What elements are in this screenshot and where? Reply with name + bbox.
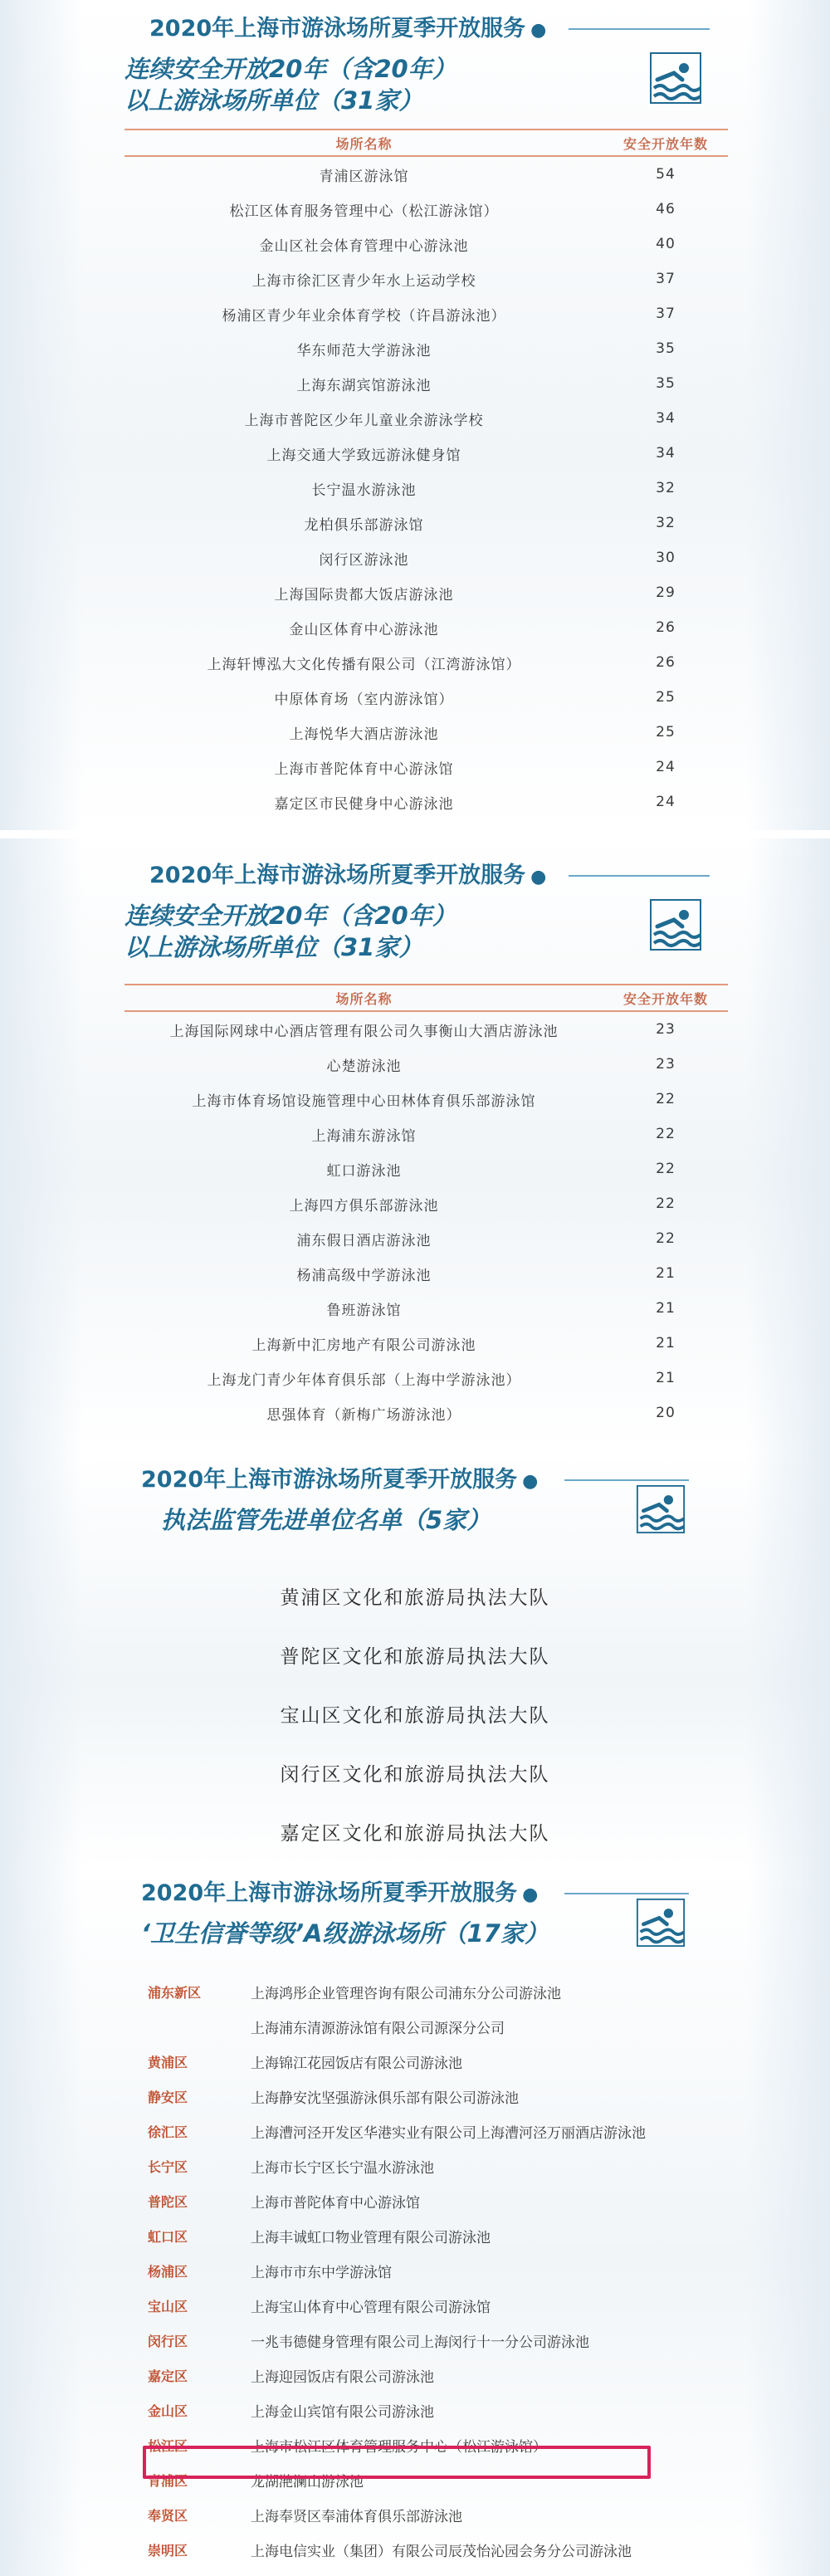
table-row (124, 540, 728, 575)
venue-name: 杨浦高级中学游泳池 (296, 1267, 432, 1284)
venue-name: 虹口游泳池 (326, 1162, 402, 1180)
table-row (124, 471, 728, 506)
table-row (124, 1117, 728, 1151)
table-row (124, 1361, 728, 1396)
list-item (124, 2044, 722, 2079)
law-enforcement-unit: 黄浦区文化和旅游局执法大队 (280, 1587, 550, 1609)
table-row (124, 1291, 728, 1326)
safe-years: 34 (656, 410, 676, 427)
table-row (124, 262, 728, 296)
table-row (124, 1047, 728, 1082)
table-row (124, 680, 728, 715)
district-label: 奉贤区 (148, 2507, 188, 2524)
safe-years: 22 (656, 1161, 676, 1177)
venue-name: 金山区体育中心游泳池 (289, 621, 439, 638)
table-row (124, 157, 728, 192)
venue-name: 龙湖滟澜山游泳池 (251, 2473, 364, 2490)
bullet-dot-icon: ● (522, 1471, 539, 1492)
district-label: 杨浦区 (148, 2263, 188, 2280)
table-row (124, 750, 728, 785)
safe-years: 46 (656, 201, 676, 218)
district-label: 崇明区 (148, 2542, 188, 2559)
venue-name: 上海漕河泾开发区华港实业有限公司上海漕河泾万丽酒店游泳池 (251, 2124, 646, 2142)
table-row (124, 1221, 728, 1256)
table-row (124, 506, 728, 540)
header-venue-name: 场所名称 (335, 990, 393, 1007)
law-enforcement-unit: 宝山区文化和旅游局执法大队 (280, 1705, 550, 1727)
venue-name: 上海市普陀区少年儿童业余游泳学校 (244, 412, 484, 429)
section-title-1 (124, 15, 706, 116)
district-label: 静安区 (148, 2089, 188, 2105)
table-body (124, 157, 728, 819)
venue-name: 上海市普陀体育中心游泳馆 (274, 760, 454, 778)
safe-years: 26 (656, 654, 676, 671)
safe-years: 30 (656, 550, 676, 566)
venue-name: 龙柏俱乐部游泳馆 (304, 516, 424, 534)
safe-years: 22 (656, 1230, 676, 1247)
table-row (124, 227, 728, 262)
venue-name: 金山区社会体育管理中心游泳池 (259, 237, 469, 255)
district-label: 闵行区 (148, 2333, 188, 2349)
venue-table-2 (124, 984, 728, 1430)
table-row (124, 575, 728, 610)
list-item (124, 2009, 722, 2044)
table-row (124, 436, 728, 471)
safe-years: 22 (656, 1126, 676, 1142)
table-header (124, 984, 728, 1012)
section-panel-law (0, 1453, 830, 1868)
table-row (124, 1012, 728, 1047)
safe-years: 22 (656, 1195, 676, 1212)
table-row (124, 366, 728, 401)
title-rule (564, 1893, 689, 1894)
venue-name: 上海市体育场馆设施管理中心田林体育俱乐部游泳馆 (192, 1092, 536, 1110)
district-label: 普陀区 (148, 2193, 188, 2210)
venue-name: 上海电信实业（集团）有限公司辰茂怡沁园会务分公司游泳池 (251, 2543, 632, 2560)
list-item (124, 2323, 722, 2358)
title-line2b: 以上游泳场所单位（31家） (124, 86, 423, 115)
bullet-dot-icon: ● (522, 1884, 539, 1905)
section-panel-2 (0, 838, 830, 1453)
title-line2a: 连续安全开放20年（含20年） (124, 902, 456, 930)
safe-years: 23 (656, 1021, 676, 1038)
venue-name: 杨浦区青少年业余体育学校（许昌游泳池） (222, 307, 506, 325)
list-item (124, 2183, 722, 2218)
district-label: 黄浦区 (148, 2054, 188, 2070)
venue-name: 上海市普陀体育中心游泳馆 (251, 2194, 420, 2212)
table-row (124, 1151, 728, 1186)
district-label: 长宁区 (148, 2158, 188, 2175)
district-label: 青浦区 (148, 2472, 188, 2489)
list-item (124, 2218, 722, 2253)
district-label: 宝山区 (148, 2298, 188, 2314)
list-item (124, 2358, 722, 2393)
safe-years: 29 (656, 584, 676, 601)
header-safe-years: 安全开放年数 (622, 135, 708, 152)
list-item (124, 2393, 722, 2427)
safe-years: 35 (656, 375, 676, 392)
table-row (124, 296, 728, 331)
table-row (124, 192, 728, 227)
venue-name: 青浦区游泳馆 (319, 168, 409, 185)
table-row (124, 645, 728, 680)
venue-name: 上海国际网球中心酒店管理有限公司久事衡山大酒店游泳池 (169, 1023, 559, 1040)
table-header (124, 129, 728, 157)
venue-name: 松江区体育服务管理中心（松江游泳馆） (229, 203, 499, 220)
law-enforcement-unit: 闵行区文化和旅游局执法大队 (280, 1764, 550, 1786)
venue-name: 上海国际贵都大饭店游泳池 (274, 586, 454, 604)
venue-name: 上海宝山体育中心管理有限公司游泳馆 (251, 2299, 491, 2316)
venue-name: 鲁班游泳馆 (326, 1302, 402, 1319)
list-item (124, 2288, 722, 2323)
venue-name: 闵行区游泳池 (319, 551, 409, 569)
header-safe-years: 安全开放年数 (622, 990, 708, 1007)
venue-name: 上海鸿彤企业管理咨询有限公司浦东分公司游泳池 (251, 1985, 561, 2002)
list-item (124, 2253, 722, 2288)
safe-years: 32 (656, 480, 676, 496)
bullet-dot-icon: ● (530, 20, 547, 41)
list-item (124, 2497, 722, 2532)
safe-years: 21 (656, 1300, 676, 1317)
safe-years: 32 (656, 515, 676, 531)
safe-years: 24 (656, 759, 676, 775)
title-line1: 2020年上海市游泳场所夏季开放服务 (149, 16, 526, 42)
list-item (124, 2148, 722, 2183)
list-item (124, 2079, 722, 2114)
table-row (124, 1326, 728, 1361)
title-rule (569, 875, 710, 877)
venue-name: 上海锦江花园饭店有限公司游泳池 (251, 2055, 462, 2072)
law-enforcement-unit: 嘉定区文化和旅游局执法大队 (280, 1823, 550, 1845)
header-venue-name: 场所名称 (335, 135, 393, 152)
venue-name: 上海市市东中学游泳馆 (251, 2264, 392, 2281)
venue-name: 一兆韦德健身管理有限公司上海闵行十一分公司游泳池 (251, 2334, 589, 2351)
safe-years: 37 (656, 271, 676, 287)
venue-name: 浦东假日酒店游泳池 (296, 1232, 432, 1249)
venue-name: 思强体育（新梅广场游泳池） (266, 1406, 461, 1424)
law-enforcement-list (0, 1569, 830, 1864)
safe-years: 35 (656, 340, 676, 357)
venue-name: 上海浦东清源游泳馆有限公司源深分公司 (251, 2020, 505, 2037)
safe-years: 20 (656, 1405, 676, 1421)
venue-name: 上海静安沈坚强游泳俱乐部有限公司游泳池 (251, 2090, 519, 2107)
table-body (124, 1012, 728, 1430)
table-row (124, 785, 728, 819)
bullet-dot-icon: ● (530, 867, 547, 887)
venue-name: 上海交通大学致远游泳健身馆 (266, 447, 461, 464)
highlight-box (143, 2446, 651, 2479)
district-label: 徐汇区 (148, 2124, 188, 2140)
venue-name: 上海市长宁区长宁温水游泳池 (251, 2159, 434, 2177)
title-rule (569, 28, 710, 30)
swimmer-wave-icon (649, 51, 702, 105)
safe-years: 21 (656, 1335, 676, 1352)
district-label: 浦东新区 (148, 1984, 202, 2001)
district-label: 虹口区 (148, 2228, 188, 2245)
table-row (124, 1186, 728, 1221)
section-title-law (141, 1466, 722, 1536)
venue-name: 上海悦华大酒店游泳池 (289, 726, 439, 743)
safe-years: 22 (656, 1091, 676, 1107)
venue-name: 上海市徐汇区青少年水上运动学校 (251, 272, 476, 290)
table-row (124, 1396, 728, 1430)
title-line2b: 以上游泳场所单位（31家） (124, 933, 423, 961)
section-title-2 (124, 862, 706, 963)
law-enforcement-unit: 普陀区文化和旅游局执法大队 (280, 1646, 550, 1668)
venue-name: 上海奉贤区奉浦体育俱乐部游泳池 (251, 2508, 462, 2525)
venue-name: 上海龙门青少年体育俱乐部（上海中学游泳池） (207, 1371, 521, 1389)
swimmer-wave-icon (636, 1898, 686, 1948)
swimmer-wave-icon (649, 898, 702, 951)
venue-name: 上海四方俱乐部游泳池 (289, 1197, 439, 1215)
title-rule (564, 1479, 689, 1481)
title-line2: ‘卫生信誉等级’A级游泳场所（17家） (141, 1919, 549, 1948)
venue-name: 上海金山宾馆有限公司游泳池 (251, 2403, 434, 2421)
table-row (124, 610, 728, 645)
venue-name: 上海迎园饭店有限公司游泳池 (251, 2368, 434, 2386)
title-line1: 2020年上海市游泳场所夏季开放服务 (141, 1467, 518, 1493)
section-panel-1 (0, 0, 830, 830)
safe-years: 21 (656, 1370, 676, 1386)
title-line2: 执法监管先进单位名单（5家） (161, 1506, 491, 1534)
list-item (124, 1974, 722, 2009)
table-row (124, 715, 728, 750)
venue-name: 华东师范大学游泳池 (296, 342, 432, 359)
venue-name: 嘉定区市民健身中心游泳池 (274, 795, 454, 813)
venue-name: 上海浦东游泳馆 (311, 1127, 417, 1145)
list-item (124, 2114, 722, 2148)
title-line1: 2020年上海市游泳场所夏季开放服务 (141, 1880, 518, 1906)
swimmer-wave-icon (636, 1484, 686, 1534)
district-label: 松江区 (148, 2437, 188, 2454)
venue-name: 长宁温水游泳池 (311, 481, 417, 499)
safe-years: 54 (656, 166, 676, 183)
district-label: 金山区 (148, 2402, 188, 2419)
section-title-a-grade (141, 1879, 722, 1949)
title-line2a: 连续安全开放20年（含20年） (124, 55, 456, 83)
title-line1: 2020年上海市游泳场所夏季开放服务 (149, 863, 526, 888)
venue-name: 中原体育场（室内游泳馆） (274, 691, 454, 708)
safe-years: 24 (656, 794, 676, 810)
safe-years: 26 (656, 619, 676, 636)
table-row (124, 401, 728, 436)
safe-years: 25 (656, 689, 676, 706)
list-item (124, 2532, 722, 2567)
venue-name: 上海市松江区体育管理服务中心（松江游泳馆） (251, 2438, 547, 2456)
safe-years: 40 (656, 236, 676, 252)
district-label: 嘉定区 (148, 2368, 188, 2384)
safe-years: 21 (656, 1265, 676, 1282)
safe-years: 25 (656, 724, 676, 741)
venue-name: 心楚游泳池 (326, 1058, 402, 1075)
venue-name: 上海新中汇房地产有限公司游泳池 (251, 1337, 476, 1354)
venue-name: 上海轩博泓大文化传播有限公司（江湾游泳馆） (207, 656, 521, 673)
safe-years: 23 (656, 1056, 676, 1073)
table-row (124, 1256, 728, 1291)
venue-name: 上海东湖宾馆游泳池 (296, 377, 432, 394)
safe-years: 34 (656, 445, 676, 462)
venue-table-1 (124, 129, 728, 819)
venue-name: 上海丰诚虹口物业管理有限公司游泳池 (251, 2229, 491, 2246)
table-row (124, 331, 728, 366)
table-row (124, 1082, 728, 1117)
safe-years: 37 (656, 306, 676, 322)
